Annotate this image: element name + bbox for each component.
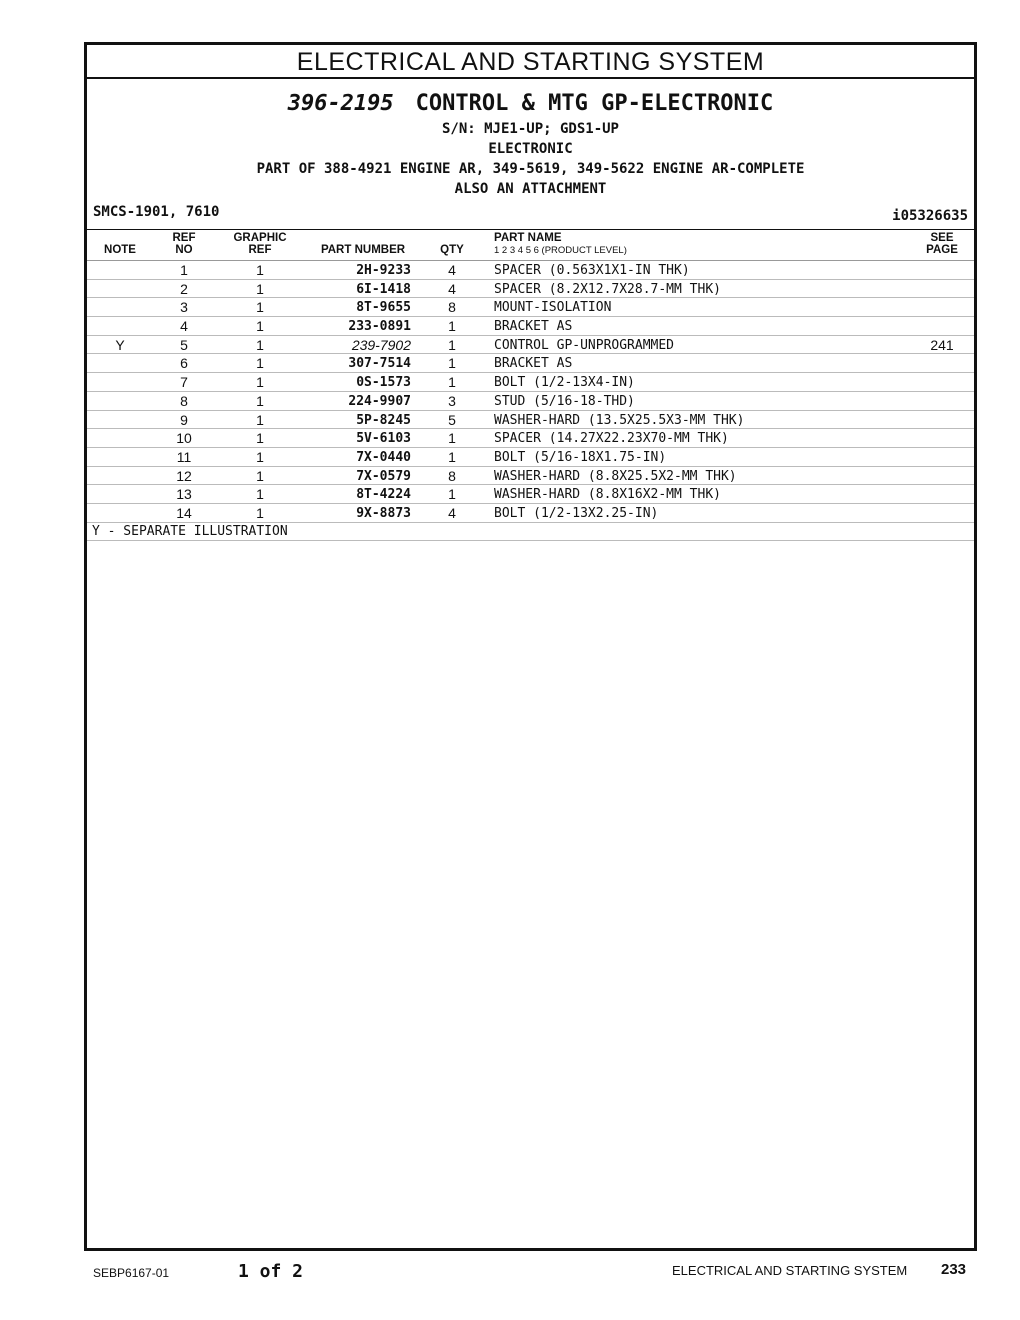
- cell-ref-no: 1: [180, 262, 188, 278]
- cell-qty: 5: [448, 411, 456, 428]
- table-row: [87, 298, 974, 317]
- cell-graphic-ref: 1: [256, 504, 264, 521]
- page-frame: [84, 42, 977, 1251]
- cell-graphic-ref: 1: [256, 430, 264, 447]
- table-row: [87, 448, 974, 467]
- cell-qty: 1: [448, 355, 456, 372]
- table-row: [87, 354, 974, 373]
- cell-part-name: WASHER-HARD (8.8X16X2-MM THK): [494, 487, 721, 503]
- header-part-number: PART NUMBER: [320, 244, 406, 256]
- cell-ref-no: 3: [180, 299, 188, 316]
- part-of: PART OF 388-4921 ENGINE AR, 349-5619, 349-5622 ENGINE AR-COMPLETE: [256, 161, 805, 177]
- header-see-page-2: PAGE: [926, 244, 958, 256]
- cell-part-name: BOLT (1/2-13X2.25-IN): [494, 505, 659, 521]
- cell-part-name: SPACER (0.563X1X1-IN THK): [494, 263, 690, 278]
- cell-part-number[interactable]: 7X-0440: [356, 449, 411, 465]
- cell-qty: 1: [448, 486, 456, 503]
- footer-page-number: 233: [941, 1261, 967, 1278]
- footer-section: ELECTRICAL AND STARTING SYSTEM: [672, 1263, 908, 1278]
- cell-part-number[interactable]: 6I-1418: [356, 281, 411, 297]
- header-see-page-1: SEE: [930, 232, 954, 244]
- footnote: Y - SEPARATE ILLUSTRATION: [87, 523, 974, 541]
- cell-graphic-ref: 1: [256, 467, 264, 484]
- cell-part-number[interactable]: 5V-6103: [356, 431, 411, 447]
- cell-qty: 4: [448, 262, 456, 278]
- cell-ref-no: 5: [180, 336, 188, 353]
- table-row: [87, 280, 974, 299]
- footer-page-of: 1 of 2: [238, 1261, 304, 1282]
- cell-part-name: BOLT (1/2-13X4-IN): [494, 375, 635, 391]
- cell-part-name: BOLT (5/16-18X1.75-IN): [494, 449, 667, 465]
- cell-ref-no: 9: [180, 411, 188, 428]
- cell-graphic-ref: 1: [256, 486, 264, 503]
- table-row: [87, 317, 974, 336]
- cell-ref-no: 7: [180, 374, 188, 391]
- cell-part-name: STUD (5/16-18-THD): [494, 393, 635, 409]
- cell-graphic-ref: 1: [256, 262, 264, 278]
- cell-part-number[interactable]: 8T-4224: [356, 487, 411, 503]
- cell-part-number[interactable]: 233-0891: [348, 319, 411, 335]
- cell-part-name: BRACKET AS: [494, 319, 573, 335]
- cell-qty: 8: [448, 467, 456, 484]
- table-row: [87, 336, 974, 355]
- cell-graphic-ref: 1: [256, 280, 264, 297]
- table-row: [87, 373, 974, 392]
- cell-graphic-ref: 1: [256, 411, 264, 428]
- footer-doc-id: SEBP6167-01: [93, 1266, 170, 1280]
- cell-qty: 3: [448, 392, 456, 409]
- illustration-id: i05326635: [892, 208, 968, 224]
- cell-graphic-ref: 1: [256, 374, 264, 391]
- cell-part-name: MOUNT-ISOLATION: [494, 300, 612, 316]
- cell-ref-no: 4: [180, 318, 188, 335]
- cell-qty: 1: [448, 448, 456, 465]
- cell-part-number[interactable]: 224-9907: [348, 393, 411, 409]
- header-product-levels: 1 2 3 4 5 6 (PRODUCT LEVEL): [494, 245, 627, 256]
- cell-part-number[interactable]: 9X-8873: [356, 505, 411, 521]
- cell-qty: 1: [448, 336, 456, 353]
- cell-ref-no: 6: [180, 355, 188, 372]
- cell-graphic-ref: 1: [256, 318, 264, 335]
- table-row: [87, 504, 974, 523]
- serial-numbers: S/N: MJE1-UP; GDS1-UP: [441, 121, 619, 137]
- cell-qty: 4: [448, 504, 456, 521]
- cell-ref-no: 10: [176, 430, 192, 447]
- cell-qty: 4: [448, 280, 456, 297]
- cell-part-name: SPACER (14.27X22.23X70-MM THK): [494, 431, 729, 447]
- attachment-note: ALSO AN ATTACHMENT: [454, 181, 607, 197]
- cell-part-number[interactable]: 8T-9655: [356, 300, 411, 316]
- category: ELECTRONIC: [488, 141, 573, 157]
- group-name: CONTROL & MTG GP-ELECTRONIC: [415, 91, 774, 116]
- cell-part-name: CONTROL GP-UNPROGRAMMED: [494, 337, 675, 353]
- cell-qty: 1: [448, 430, 456, 447]
- cell-qty: 8: [448, 299, 456, 316]
- cell-part-number[interactable]: 239-7902: [351, 336, 411, 353]
- group-header: [87, 79, 974, 230]
- cell-part-number[interactable]: 7X-0579: [356, 468, 411, 484]
- cell-ref-no: 2: [180, 280, 188, 297]
- cell-part-number[interactable]: 2H-9233: [356, 263, 411, 278]
- cell-ref-no: 14: [176, 504, 192, 521]
- cell-part-number[interactable]: 5P-8245: [356, 412, 411, 428]
- cell-graphic-ref: 1: [256, 336, 264, 353]
- group-title: [87, 91, 974, 116]
- table-row: [87, 411, 974, 430]
- header-note: NOTE: [104, 244, 136, 256]
- cell-part-name: BRACKET AS: [494, 356, 573, 372]
- cell-note: Y: [115, 336, 125, 353]
- header-part-name: PART NAME: [494, 232, 562, 244]
- cell-graphic-ref: 1: [256, 299, 264, 316]
- table-row: [87, 261, 974, 280]
- cell-part-name: WASHER-HARD (8.8X25.5X2-MM THK): [494, 468, 737, 484]
- cell-graphic-ref: 1: [256, 448, 264, 465]
- table-row: [87, 429, 974, 448]
- smcs-code: SMCS-1901, 7610: [93, 204, 220, 220]
- cell-qty: 1: [448, 318, 456, 335]
- cell-part-name: SPACER (8.2X12.7X28.7-MM THK): [494, 281, 721, 297]
- table-row: [87, 392, 974, 411]
- table-row: [87, 485, 974, 504]
- cell-ref-no: 8: [180, 392, 188, 409]
- section-title: ELECTRICAL AND STARTING SYSTEM: [87, 45, 974, 79]
- cell-ref-no: 13: [176, 486, 192, 503]
- header-ref-no-2: NO: [175, 244, 193, 256]
- cell-ref-no: 12: [176, 467, 192, 484]
- cell-see-page[interactable]: 241: [930, 336, 954, 353]
- cell-part-number[interactable]: 307-7514: [348, 356, 411, 372]
- cell-qty: 1: [448, 374, 456, 391]
- header-ref-no-1: REF: [172, 232, 196, 244]
- cell-graphic-ref: 1: [256, 392, 264, 409]
- header-qty: QTY: [440, 244, 464, 256]
- header-graphic-ref-1: GRAPHIC: [233, 232, 287, 244]
- parts-table: [87, 261, 974, 523]
- cell-part-number[interactable]: 0S-1573: [356, 375, 411, 391]
- header-graphic-ref-2: REF: [248, 244, 272, 256]
- group-part-number[interactable]: 396-2195: [287, 91, 394, 116]
- cell-part-name: WASHER-HARD (13.5X25.5X3-MM THK): [494, 412, 745, 428]
- cell-graphic-ref: 1: [256, 355, 264, 372]
- table-row: [87, 467, 974, 486]
- column-headers: [87, 230, 974, 261]
- cell-ref-no: 11: [176, 448, 192, 465]
